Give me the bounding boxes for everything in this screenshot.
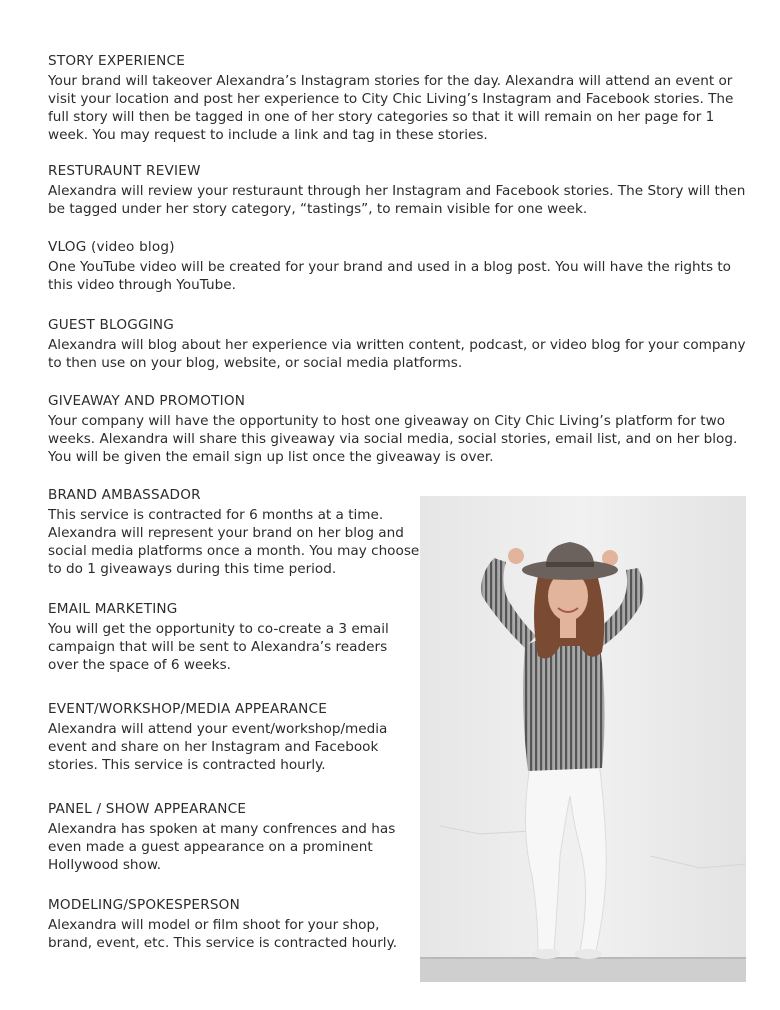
section-body: Your company will have the opportunity to host one giveaway on City Chic Living’s platform for two weeks. Alexandra will share this giveaway via social media, social stories, email list, and on her blog. You will be given the email sign up list once the giveaway is over. xyxy=(48,413,738,465)
model-photo-illustration xyxy=(420,496,746,982)
section-body: Alexandra will review your resturaunt through her Instagram and Facebook stories. The Story will then be tagged under her story category, “tastings”, to remain visible for one week. xyxy=(48,183,746,217)
section-body: Alexandra has spoken at many confrences and has even made a guest appearance on a prominent Hollywood show. xyxy=(48,821,396,873)
section-body: Alexandra will model or film shoot for your shop, brand, event, etc. This service is contracted hourly. xyxy=(48,917,398,951)
section-body: One YouTube video will be created for your brand and used in a blog post. You will have the rights to this video through YouTube. xyxy=(48,259,732,293)
ground xyxy=(420,958,746,982)
section-event-workshop-media xyxy=(48,700,420,774)
section-resturaunt-review xyxy=(48,162,748,218)
section-heading: STORY EXPERIENCE xyxy=(48,53,186,69)
section-body: Alexandra will blog about her experience via written content, podcast, or video blog for your company to then use on your blog, website, or social media platforms. xyxy=(48,337,746,371)
hat-band xyxy=(546,562,594,567)
section-heading: GIVEAWAY AND PROMOTION xyxy=(48,393,246,409)
shoe-left xyxy=(532,949,560,959)
section-panel-show xyxy=(48,800,420,874)
section-heading: PANEL / SHOW APPEARANCE xyxy=(48,801,247,817)
section-story-experience xyxy=(48,52,748,144)
section-body: Your brand will takeover Alexandra’s Instagram stories for the day. Alexandra will attend an event or visit your location and post her experience to City Chic Living’s Instagram and Facebook stories. The full story will then be tagged in one of her story categories so that it will remain on her page for 1 week. You may request to include a link and tag in these stories. xyxy=(48,73,734,143)
section-body: This service is contracted for 6 months at a time. Alexandra will represent your brand on her blog and social media platforms once a month. You may choose to do 1 giveaways during this time period. xyxy=(48,507,420,577)
section-email-marketing xyxy=(48,600,420,674)
neck xyxy=(560,618,576,638)
section-heading: VLOG (video blog) xyxy=(48,239,175,255)
section-body: Alexandra will attend your event/workshop/media event and share on her Instagram and Facebook stories. This service is contracted hourly. xyxy=(48,721,388,773)
shoe-right xyxy=(574,949,602,959)
section-body: You will get the opportunity to co-create a 3 email campaign that will be sent to Alexandra’s readers over the space of 6 weeks. xyxy=(48,621,389,673)
section-guest-blogging xyxy=(48,316,748,372)
section-heading: EVENT/WORKSHOP/MEDIA APPEARANCE xyxy=(48,701,327,717)
section-heading: GUEST BLOGGING xyxy=(48,317,175,333)
section-heading: EMAIL MARKETING xyxy=(48,601,178,617)
section-vlog xyxy=(48,238,748,294)
section-brand-ambassador xyxy=(48,486,420,578)
section-modeling-spokesperson xyxy=(48,896,420,952)
section-giveaway-promotion xyxy=(48,392,748,466)
hand-left xyxy=(508,548,524,564)
section-heading: BRAND AMBASSADOR xyxy=(48,487,201,503)
section-heading: RESTURAUNT REVIEW xyxy=(48,163,201,179)
model-photo xyxy=(420,496,746,982)
section-heading: MODELING/SPOKESPERSON xyxy=(48,897,240,913)
